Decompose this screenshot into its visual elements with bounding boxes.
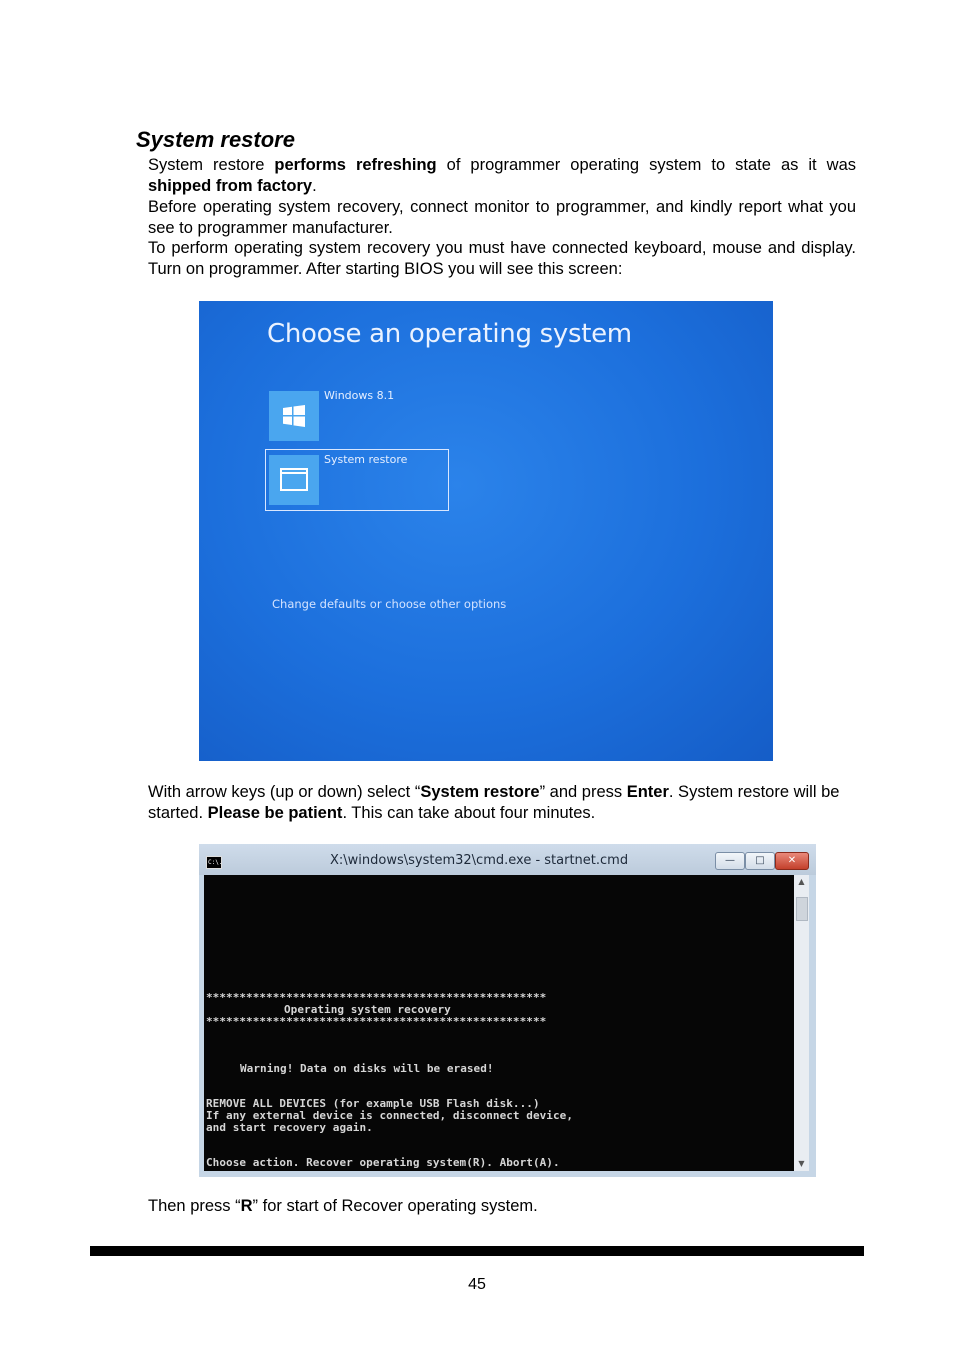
section-heading: System restore <box>136 127 295 152</box>
console-line: If any external device is connected, disconnect device, <box>206 1109 573 1122</box>
text-run: System restore <box>148 156 275 174</box>
scroll-up-arrow-icon[interactable]: ▲ <box>798 877 805 886</box>
console-line: Warning! Data on disks will be erased! <box>240 1062 494 1075</box>
text-run: . <box>312 176 317 195</box>
bold-text: Enter <box>626 783 669 801</box>
text-run: . This can take about four minutes. <box>342 803 596 822</box>
console-app-icon[interactable]: C:\. <box>206 856 222 869</box>
scroll-down-arrow-icon[interactable]: ▼ <box>798 1159 805 1168</box>
bold-text: Please be patient <box>207 803 343 822</box>
option-system-restore-label[interactable]: System restore <box>324 453 408 466</box>
vertical-scrollbar[interactable] <box>794 875 809 1171</box>
press-r-paragraph <box>148 1196 856 1217</box>
close-button[interactable]: ✕ <box>775 852 809 870</box>
console-line: REMOVE ALL DEVICES (for example USB Flash disk...) <box>206 1097 540 1110</box>
console-line: *************************************************** <box>206 991 547 1004</box>
intro-paragraph <box>148 155 856 196</box>
bold-text: System restore <box>420 783 540 801</box>
monitor-paragraph: Before operating system recovery, connect monitor to programmer, and kindly report what you see to programmer manufacturer. <box>148 198 856 237</box>
text-run: . System restore will be started. <box>148 783 840 822</box>
option-windows-label[interactable]: Windows 8.1 <box>324 389 395 402</box>
console-prompt-line: Choose action. Recover operating system(R). Abort(A). <box>206 1156 560 1169</box>
minimize-button[interactable]: — <box>715 852 745 870</box>
console-output[interactable] <box>204 875 794 1171</box>
change-defaults-link[interactable]: Change defaults or choose other options <box>272 597 507 611</box>
text-run: of programmer operating system to state as it was <box>436 156 856 174</box>
text-run: Then press “ <box>148 1197 241 1215</box>
boot-menu-screenshot <box>199 301 773 761</box>
cmd-titlebar[interactable] <box>199 844 816 875</box>
footer-rule <box>90 1246 864 1256</box>
console-line: *************************************************** <box>206 1015 547 1028</box>
boot-menu-title: Choose an operating system <box>267 319 632 349</box>
window-icon[interactable] <box>269 455 319 505</box>
bold-text: R <box>240 1197 253 1215</box>
maximize-button[interactable]: □ <box>745 852 775 870</box>
text-run: ” for start of Recover operating system. <box>252 1197 538 1215</box>
console-line: and start recovery again. <box>206 1121 373 1134</box>
windows-logo-icon[interactable] <box>269 391 319 441</box>
page-number: 45 <box>468 1276 486 1293</box>
bold-text: performs refreshing <box>274 156 437 174</box>
scrollbar-thumb[interactable] <box>796 897 808 921</box>
cmd-window-title: X:\windows\system32\cmd.exe - startnet.cmd <box>330 853 629 868</box>
requirements-paragraph: To perform operating system recovery you must have connected keyboard, mouse and display. Turn on programmer. After starting BIOS you will see this screen: <box>148 239 856 278</box>
bold-text: shipped from factory <box>148 176 313 195</box>
text-run: With arrow keys (up or down) select “ <box>148 783 421 801</box>
cmd-window-screenshot <box>199 844 816 1177</box>
instruction-paragraph <box>148 782 856 823</box>
console-line: Operating system recovery <box>284 1003 451 1016</box>
text-run: ” and press <box>539 783 627 801</box>
